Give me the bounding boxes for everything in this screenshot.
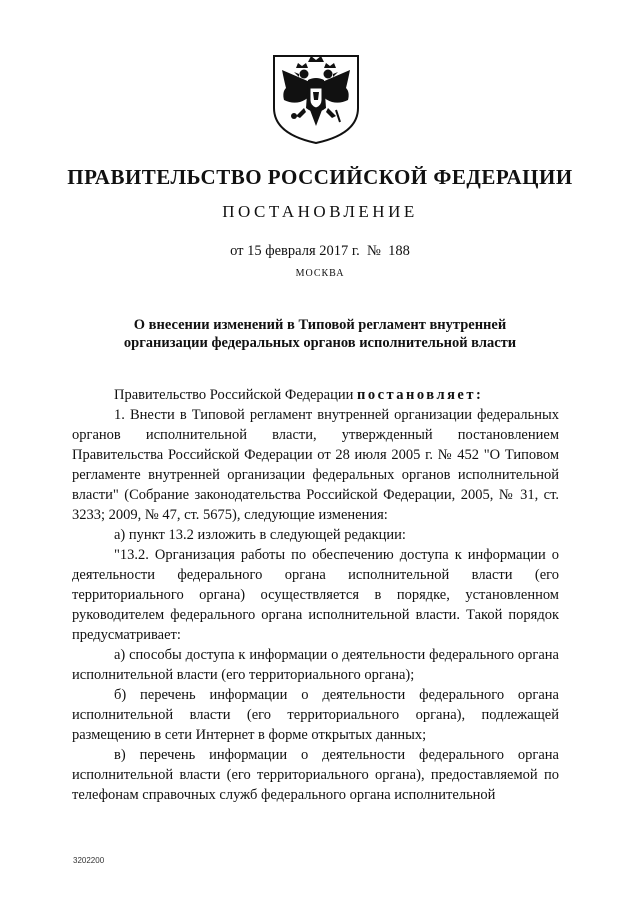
subject-line-2: организации федеральных органов исполнительной власти: [123, 335, 517, 351]
russian-coat-of-arms-icon: [270, 50, 362, 146]
preamble-action: постановляет:: [356, 387, 484, 403]
preamble-paragraph: [72, 385, 559, 405]
paragraph-3: "13.2. Организация работы по обеспечению доступа к информации о деятельности федерального органа исполнительной власти (его территориального органа) осуществляется в порядке, установленном руководителем федерального органа исполнительной власти. Такой порядок предусматривает:: [72, 547, 559, 643]
footer-code: 3202200: [73, 856, 105, 865]
document-subject: [60, 316, 580, 352]
paragraph-4: а) способы доступа к информации о деятельности федерального органа исполнительной власти (его территориального органа);: [72, 647, 559, 683]
document-date-number: от 15 февраля 2017 г. № 188: [230, 243, 410, 259]
document-body: [72, 385, 559, 805]
government-title: ПРАВИТЕЛЬСТВО РОССИЙСКОЙ ФЕДЕРАЦИИ: [67, 165, 573, 189]
document-type: ПОСТАНОВЛЕНИЕ: [222, 202, 418, 221]
subject-line-1: О внесении изменений в Типовой регламент внутренней: [133, 317, 507, 333]
preamble-text: Правительство Российской Федерации: [114, 387, 357, 403]
paragraph-5: б) перечень информации о деятельности федерального органа исполнительной власти (его территориального органа), подлежащей размещению в сети Интернет в форме открытых данных;: [72, 687, 559, 743]
document-city: МОСКВА: [295, 268, 345, 279]
paragraph-2: а) пункт 13.2 изложить в следующей редакции:: [114, 527, 406, 543]
paragraph-1: 1. Внести в Типовой регламент внутренней организации федеральных органов исполнительной власти, утвержденный постановлением Правительства Российской Федерации от 28 июля 2005 г. № 452 "О Типовом регламенте внутренней организации федеральных органов исполнительной власти" (Собрание законодательства Российской Федерации, 2005, № 31, ст. 3233; 2009, № 47, ст. 5675), следующие изменения:: [72, 407, 559, 523]
paragraph-6: в) перечень информации о деятельности федерального органа исполнительной власти (его территориального органа), предоставляемой по телефонам справочных служб федерального органа исполнительной: [72, 747, 559, 803]
